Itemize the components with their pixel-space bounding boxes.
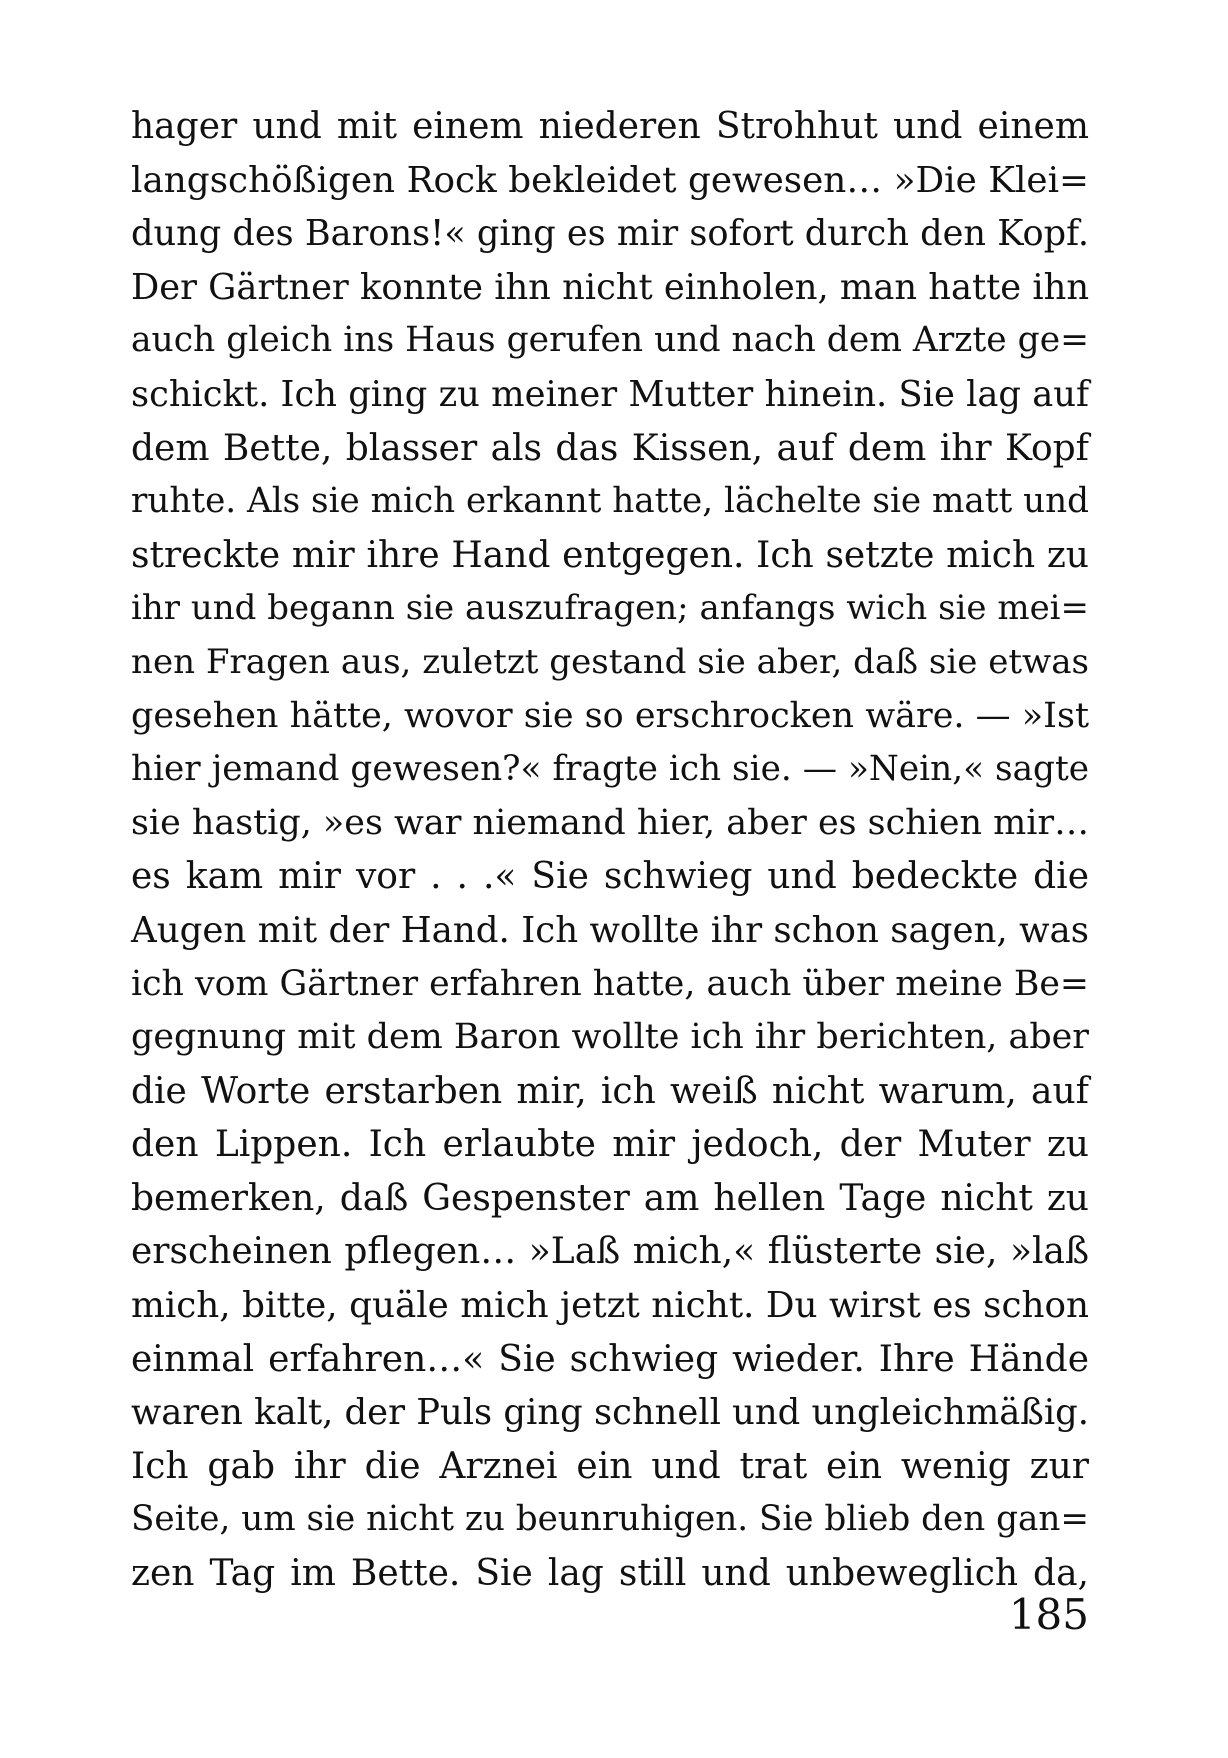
text-line: Der Gärtner konnte ihn nicht einholen, man hatte ihn xyxy=(131,266,1090,308)
text-line: ich vom Gärtner erfahren hatte, auch über meine Be= xyxy=(131,963,1089,1004)
page-number: 185 xyxy=(1008,1590,1089,1639)
text-line: sie hastig, »es war niemand hier, aber es schien mir… xyxy=(131,802,1090,843)
text-line: langschößigen Rock bekleidet gewesen… »Die Klei= xyxy=(131,159,1089,201)
text-line: zen Tag im Bette. Sie lag still und unbeweglich da, xyxy=(131,1553,1089,1595)
text-line: auch gleich ins Haus gerufen und nach dem Arzte ge= xyxy=(131,320,1089,361)
text-line: schickt. Ich ging zu meiner Mutter hinein. Sie lag auf xyxy=(131,373,1089,415)
text-line: waren kalt, der Puls ging schnell und ungleichmäßig. xyxy=(131,1392,1089,1434)
text-line: einmal erfahren…« Sie schwieg wieder. Ihre Hände xyxy=(131,1338,1089,1380)
text-line: den Lippen. Ich erlaubte mir jedoch, der Muter zu xyxy=(131,1124,1089,1166)
text-line: gesehen hätte, wovor sie so erschrocken wäre. — »Ist xyxy=(131,695,1089,736)
text-line: ruhte. Als sie mich erkannt hatte, lächelte sie matt und xyxy=(131,481,1089,522)
text-line: bemerken, daß Gespenster am hellen Tage nicht zu xyxy=(131,1177,1089,1219)
text-line: mich, bitte, quäle mich jetzt nicht. Du wirst es schon xyxy=(131,1285,1089,1327)
text-line: dem Bette, blasser als das Kissen, auf dem ihr Kopf xyxy=(131,427,1089,469)
text-line: Augen mit der Hand. Ich wollte ihr schon sagen, was xyxy=(131,909,1089,951)
text-line: ihr und begann sie auszufragen; anfangs wich sie mei= xyxy=(131,588,1089,629)
text-line: erscheinen pflegen… »Laß mich,« flüsterte sie, »laß xyxy=(131,1231,1089,1273)
text-line: gegnung mit dem Baron wollte ich ihr berichten, aber xyxy=(131,1017,1089,1058)
body-text xyxy=(131,100,1089,1601)
text-line: es kam mir vor . . .« Sie schwieg und bedeckte die xyxy=(131,856,1089,898)
text-line: dung des Barons!« ging es mir sofort durch den Kopf. xyxy=(131,213,1089,255)
text-line: hager und mit einem niederen Strohhut und einem xyxy=(131,106,1089,147)
text-line: nen Fragen aus, zuletzt gestand sie aber, daß sie etwas xyxy=(131,641,1089,682)
text-line: Ich gab ihr die Arznei ein und trat ein wenig zur xyxy=(131,1445,1089,1487)
text-line: Seite, um sie nicht zu beunruhigen. Sie blieb den gan= xyxy=(131,1499,1089,1540)
text-line: streckte mir ihre Hand entgegen. Ich setzte mich zu xyxy=(131,534,1089,576)
text-line: die Worte erstarben mir, ich weiß nicht warum, auf xyxy=(131,1070,1089,1112)
text-line: hier jemand gewesen?« fragte ich sie. — »Nein,« sagte xyxy=(131,749,1089,790)
